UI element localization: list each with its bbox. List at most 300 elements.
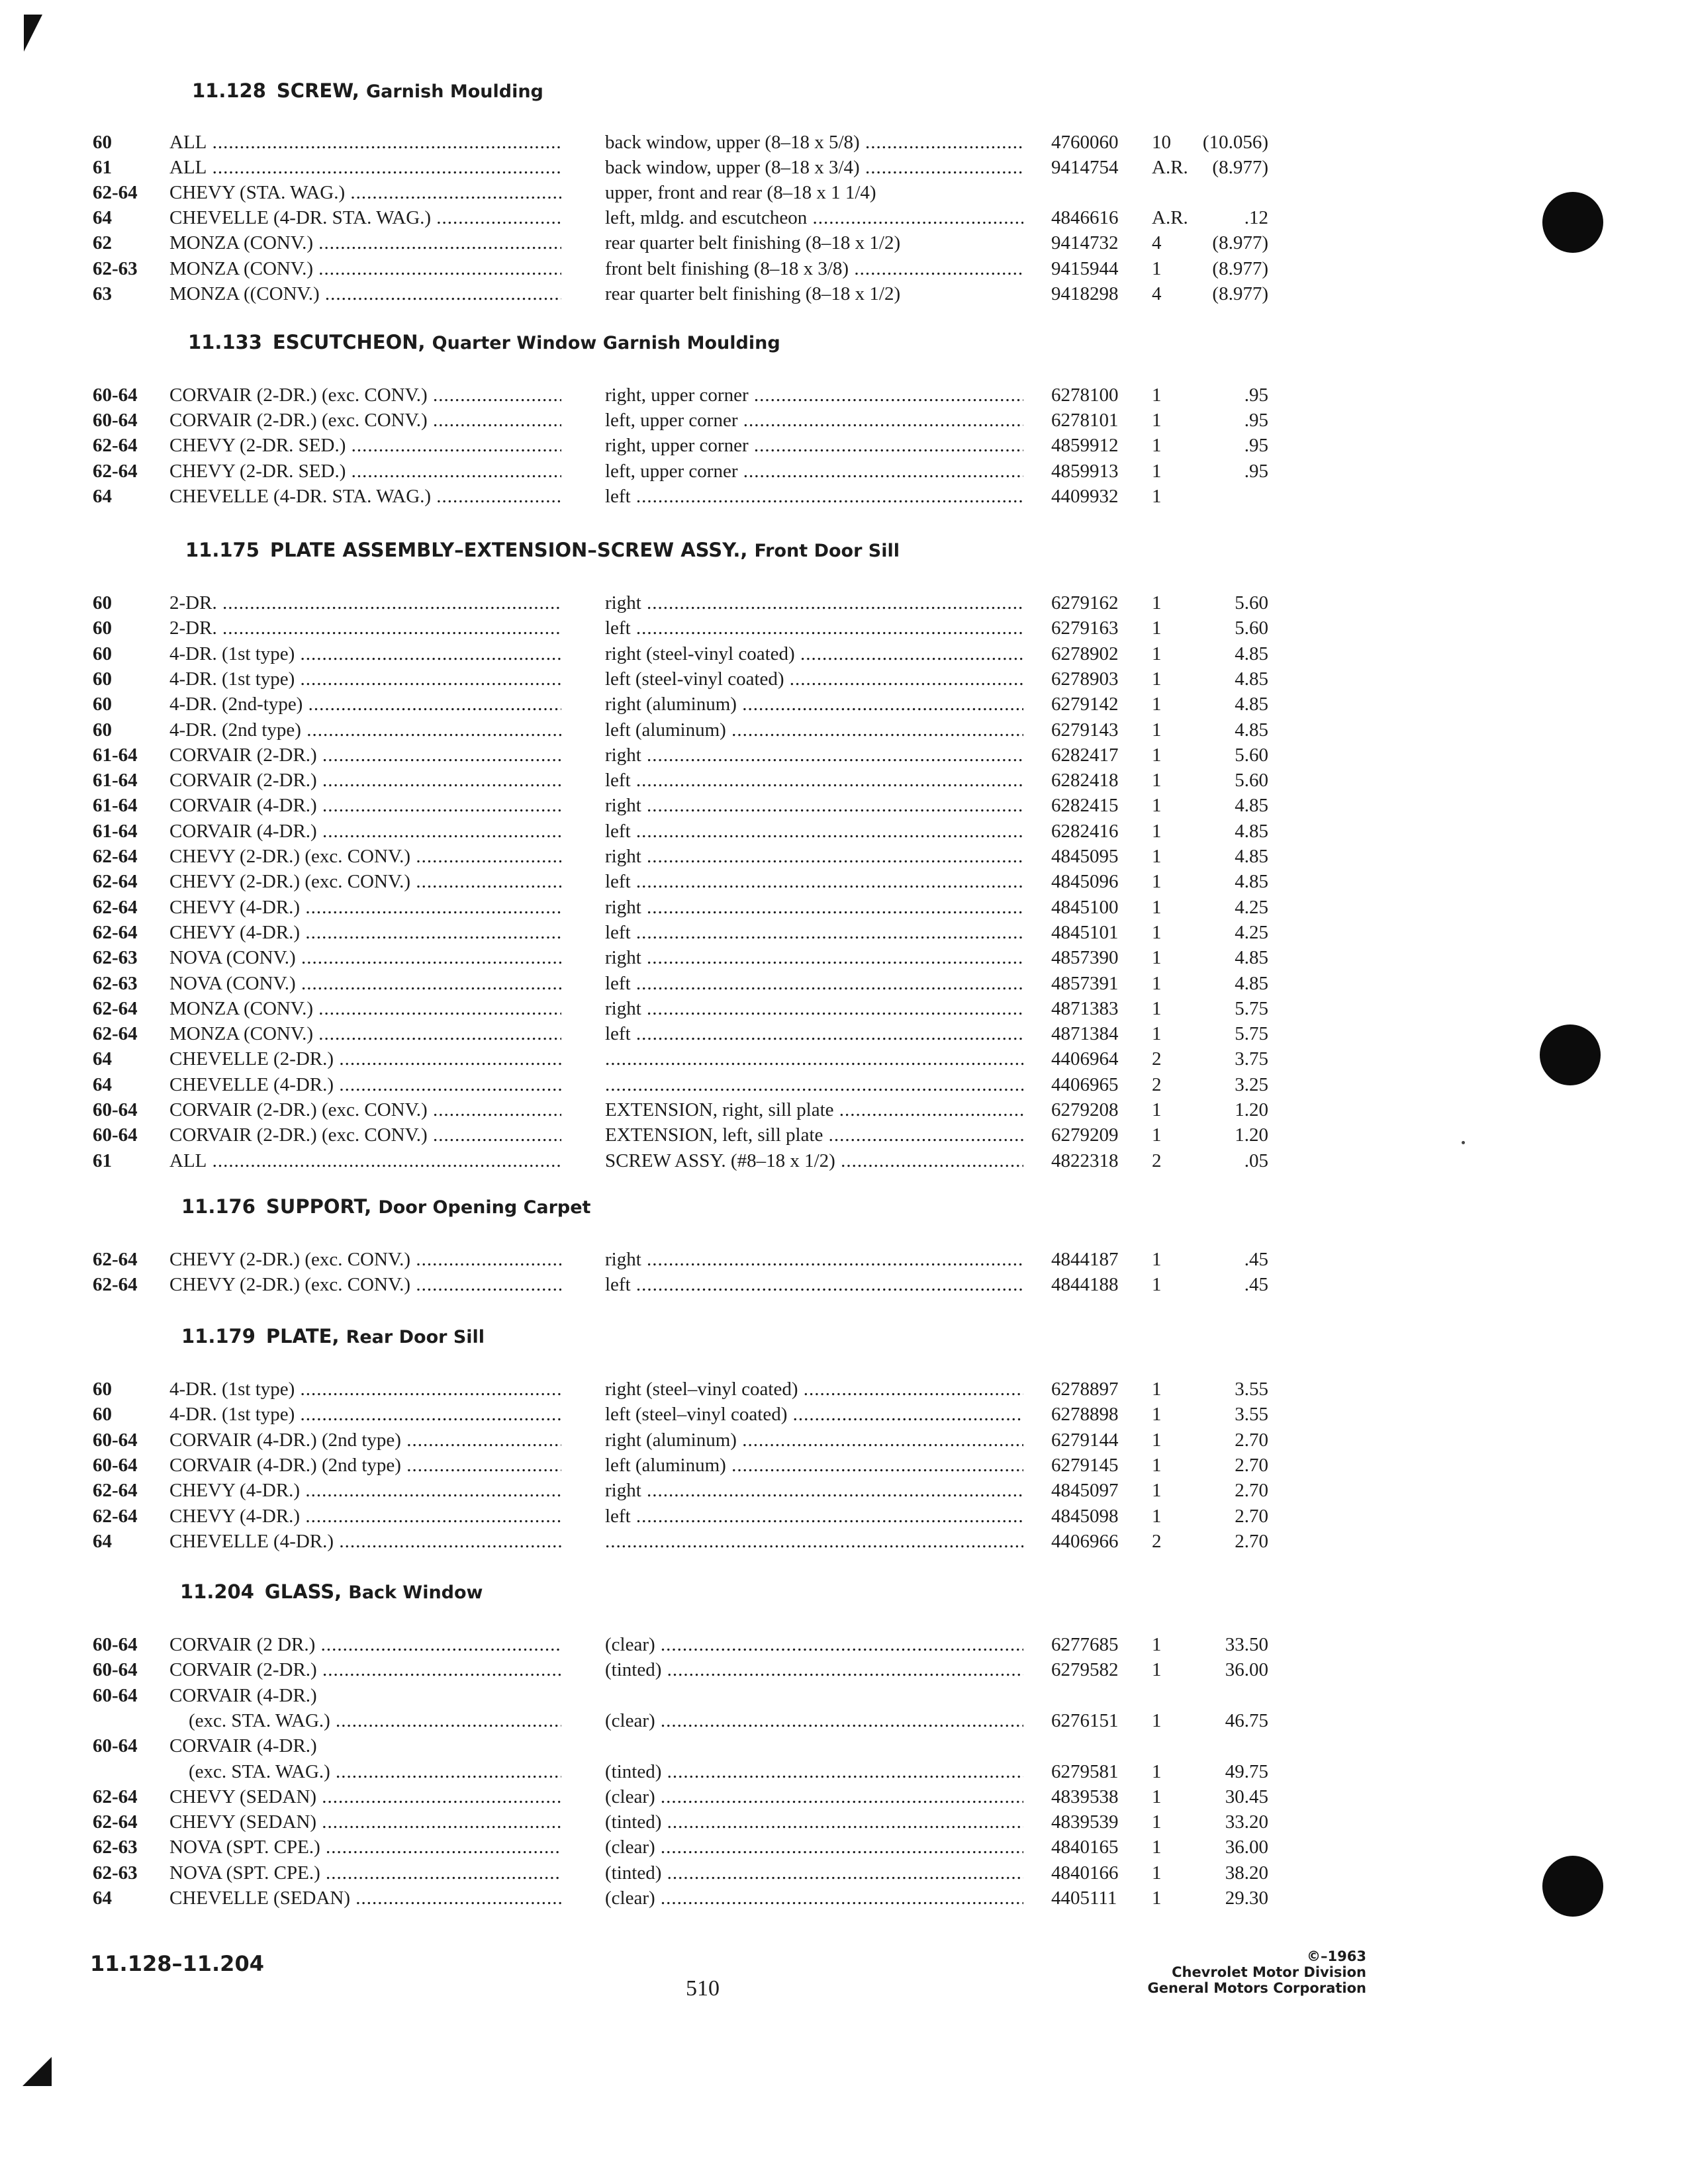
quantity-cell: 1 [1152,1888,1162,1909]
year-cell: 60-64 [93,385,138,406]
price-cell: 4.85 [1235,643,1268,664]
quantity-cell: 1 [1152,617,1162,639]
quantity-cell: 1 [1152,846,1162,867]
part-number-cell: 4844188 [1051,1274,1119,1295]
model-cell: CHEVY (2-DR.) (exc. CONV.) ..... [169,1272,561,1297]
table-row [0,641,1688,666]
price-cell: 5.60 [1235,617,1268,639]
description-cell: left ..... [605,768,1023,793]
part-number-cell: 4857390 [1051,947,1119,968]
part-number-cell: 4846616 [1051,207,1119,228]
section-title: PLATE ASSEMBLY–EXTENSION–SCREW ASSY., [269,539,748,561]
price-cell: 4.85 [1235,795,1268,816]
quantity-cell: 1 [1152,1837,1162,1858]
model-cell: CHEVY (SEDAN) ..... [169,1784,561,1809]
table-row [0,1784,1688,1809]
table-row [0,920,1688,945]
model-cell: NOVA (CONV.) ..... [169,971,561,996]
table-row [0,408,1688,433]
model-cell: ALL ..... [169,155,561,180]
year-cell: 62-64 [93,1274,138,1295]
quantity-cell: 1 [1152,871,1162,892]
description-cell: (clear) ..... [605,1784,1023,1809]
table-row [0,1860,1688,1886]
description-cell: right ..... [605,1247,1023,1272]
part-number-cell: 6279209 [1051,1124,1119,1146]
quantity-cell: 1 [1152,1480,1162,1501]
table-row [0,180,1688,205]
description-cell: (tinted) ..... [605,1809,1023,1835]
quantity-cell: 1 [1152,922,1162,943]
quantity-cell: 10 [1152,132,1171,153]
table-row [0,895,1688,920]
model-cell: MONZA (CONV.) ..... [169,996,561,1021]
price-cell: 38.20 [1225,1862,1268,1884]
price-cell: 5.60 [1235,770,1268,791]
price-cell: .45 [1244,1274,1268,1295]
price-cell: (10.056) [1202,132,1268,153]
section-number: 11.128 [192,79,266,102]
price-cell: 3.55 [1235,1404,1268,1425]
quantity-cell: 1 [1152,947,1162,968]
model-cell: CHEVY (STA. WAG.) ..... [169,180,561,205]
price-cell: (8.977) [1212,157,1268,178]
quantity-cell: 1 [1152,998,1162,1019]
part-number-cell: 4844187 [1051,1249,1119,1270]
description-cell: left ..... [605,615,1023,641]
price-cell: (8.977) [1212,258,1268,279]
description-cell: (clear) ..... [605,1632,1023,1657]
description-cell [605,1529,1023,1554]
section-number: 11.204 [180,1580,254,1603]
table-row [0,996,1688,1021]
price-cell: 2.70 [1235,1455,1268,1476]
model-cell: CORVAIR (2-DR.) (exc. CONV.) ..... [169,383,561,408]
year-cell: 62-64 [93,435,138,456]
year-cell: 62-64 [93,897,138,918]
part-number-cell: 6282417 [1051,745,1119,766]
quantity-cell: 2 [1152,1531,1162,1552]
year-cell: 61-64 [93,770,138,791]
part-number-cell: 6282415 [1051,795,1119,816]
model-cell: CHEVY (4-DR.) ..... [169,895,561,920]
section-title: SCREW, [276,79,359,102]
year-cell: 62-64 [93,922,138,943]
price-cell: 36.00 [1225,1837,1268,1858]
description-cell [605,1046,1023,1071]
price-cell: 3.55 [1235,1379,1268,1400]
description-cell: left, upper corner ..... [605,459,1023,484]
quantity-cell: 1 [1152,1023,1162,1044]
part-number-cell: 6282416 [1051,821,1119,842]
model-cell: ALL ..... [169,1148,561,1173]
quantity-cell: 1 [1152,1761,1162,1782]
table-row [0,205,1688,230]
model-cell: CORVAIR (4-DR.) [169,1685,317,1706]
quantity-cell: 1 [1152,770,1162,791]
description-cell: right, upper corner ..... [605,383,1023,408]
publisher-block [1086,1948,1366,1996]
part-number-cell: 4760060 [1051,132,1119,153]
year-cell: 64 [93,1531,112,1552]
price-cell: 36.00 [1225,1659,1268,1680]
table-row [0,1072,1688,1097]
year-cell: 64 [93,486,112,507]
part-number-cell: 6278902 [1051,643,1119,664]
year-cell: 62-64 [93,1480,138,1501]
price-cell: .95 [1244,410,1268,431]
quantity-cell: A.R. [1152,157,1188,178]
year-cell: 60-64 [93,1735,138,1756]
year-cell: 60-64 [93,1634,138,1655]
description-cell: right ..... [605,1478,1023,1503]
year-cell: 64 [93,207,112,228]
part-number-cell: 4871383 [1051,998,1119,1019]
part-number-cell: 4859913 [1051,461,1119,482]
table-row [0,666,1688,692]
table-row [0,1402,1688,1427]
model-cell: (exc. STA. WAG.) ..... [169,1759,561,1784]
section-subtitle: Door Opening Carpet [378,1197,591,1218]
part-number-cell: 6278897 [1051,1379,1119,1400]
year-cell: 60 [93,694,112,715]
year-cell: 61-64 [93,745,138,766]
year-cell: 62 [93,232,112,253]
part-number-cell: 6276151 [1051,1710,1119,1731]
model-cell: CHEVY (2-DR.) (exc. CONV.) ..... [169,844,561,869]
description-cell [605,1072,1023,1097]
model-cell: CHEVELLE (4-DR. STA. WAG.) ..... [169,205,561,230]
part-number-cell: 6278100 [1051,385,1119,406]
price-cell: 4.85 [1235,871,1268,892]
price-cell: 49.75 [1225,1761,1268,1782]
table-row [0,433,1688,458]
description-cell: back window, upper (8–18 x 5/8) ..... [605,130,1023,155]
quantity-cell: 2 [1152,1074,1162,1095]
quantity-cell: 1 [1152,1455,1162,1476]
registration-mark-bottom [23,2057,52,2086]
model-cell: 2-DR. ..... [169,590,561,615]
model-cell: CORVAIR (4-DR.) ..... [169,793,561,818]
description-cell: right ..... [605,743,1023,768]
model-cell: MONZA (CONV.) ..... [169,230,561,255]
section-title: SUPPORT, [265,1195,372,1218]
part-number-cell: 6279582 [1051,1659,1119,1680]
year-cell: 60 [93,643,112,664]
year-cell: 60-64 [93,410,138,431]
year-cell: 62-64 [93,182,138,203]
model-cell: MONZA (CONV.) ..... [169,1021,561,1046]
table-row [0,1428,1688,1453]
table-row [0,844,1688,869]
table-row [0,692,1688,717]
part-number-cell: 6279581 [1051,1761,1119,1782]
year-cell: 60-64 [93,1455,138,1476]
model-cell: CORVAIR (4-DR.) (2nd type) ..... [169,1428,561,1453]
quantity-cell: 1 [1152,258,1162,279]
year-cell: 60 [93,1379,112,1400]
part-number-cell: 4406965 [1051,1074,1119,1095]
year-cell: 60 [93,132,112,153]
table-row [0,230,1688,255]
part-number-cell: 6279208 [1051,1099,1119,1120]
description-cell: left ..... [605,1504,1023,1529]
quantity-cell: 1 [1152,461,1162,482]
part-number-cell: 4840166 [1051,1862,1119,1884]
section-subtitle: Rear Door Sill [346,1327,485,1347]
section-heading [192,79,543,102]
section-title: PLATE, [265,1325,340,1347]
description-cell: right ..... [605,945,1023,970]
model-cell: NOVA (CONV.) ..... [169,945,561,970]
model-cell: 4-DR. (1st type) ..... [169,1402,561,1427]
section-number: 11.133 [188,331,262,353]
part-number-cell: 6279163 [1051,617,1119,639]
part-number-cell: 4822318 [1051,1150,1119,1171]
table-row [0,590,1688,615]
table-row [0,1046,1688,1071]
description-cell: left ..... [605,1272,1023,1297]
part-number-cell: 4839538 [1051,1786,1119,1807]
price-cell: 5.75 [1235,998,1268,1019]
description-cell: right (aluminum) ..... [605,692,1023,717]
price-cell: (8.977) [1212,283,1268,304]
year-cell: 60 [93,719,112,741]
price-cell: .05 [1244,1150,1268,1171]
model-cell: CHEVY (2-DR. SED.) ..... [169,433,561,458]
part-number-cell: 6279143 [1051,719,1119,741]
model-cell: 2-DR. ..... [169,615,561,641]
model-cell: 4-DR. (1st type) ..... [169,666,561,692]
description-cell: left, upper corner ..... [605,408,1023,433]
price-cell: 2.70 [1235,1480,1268,1501]
quantity-cell: 1 [1152,1506,1162,1527]
model-cell: (exc. STA. WAG.) ..... [169,1708,561,1733]
description-cell: rear quarter belt finishing (8–18 x 1/2) [605,232,901,253]
model-cell: NOVA (SPT. CPE.) ..... [169,1835,561,1860]
model-cell: CORVAIR (2-DR.) ..... [169,1657,561,1682]
part-number-cell: 9414754 [1051,157,1119,178]
division-line: Chevrolet Motor Division [1172,1964,1366,1980]
part-number-cell: 4409932 [1051,486,1119,507]
model-cell: CORVAIR (4-DR.) (2nd type) ..... [169,1453,561,1478]
section-subtitle: Back Window [348,1582,483,1603]
table-row [0,155,1688,180]
quantity-cell: 1 [1152,1659,1162,1680]
year-cell: 62-63 [93,947,138,968]
part-number-cell: 6277685 [1051,1634,1119,1655]
table-row [0,1097,1688,1122]
quantity-cell: 1 [1152,795,1162,816]
description-cell: left ..... [605,1021,1023,1046]
corporation-line: General Motors Corporation [1147,1980,1366,1996]
part-number-cell: 9415944 [1051,258,1119,279]
quantity-cell: 1 [1152,821,1162,842]
year-cell: 64 [93,1074,112,1095]
description-cell: left (steel-vinyl coated) ..... [605,666,1023,692]
table-row [0,1708,1688,1733]
table-row [0,615,1688,641]
table-row [0,484,1688,509]
quantity-cell: 1 [1152,1249,1162,1270]
quantity-cell: 1 [1152,643,1162,664]
price-cell: .95 [1244,435,1268,456]
model-cell: CORVAIR (2-DR.) (exc. CONV.) ..... [169,1097,561,1122]
quantity-cell: 1 [1152,1404,1162,1425]
model-cell: 4-DR. (2nd-type) ..... [169,692,561,717]
price-cell: 1.20 [1235,1099,1268,1120]
year-cell: 63 [93,283,112,304]
table-row [0,1733,1688,1758]
year-cell: 62-64 [93,1506,138,1527]
year-cell: 62-63 [93,1837,138,1858]
quantity-cell: 1 [1152,592,1162,614]
part-number-cell: 6278898 [1051,1404,1119,1425]
year-cell: 62-64 [93,1786,138,1807]
year-cell: 62-64 [93,846,138,867]
model-cell: CHEVY (4-DR.) ..... [169,920,561,945]
description-cell: left ..... [605,819,1023,844]
section-number: 11.179 [181,1325,256,1347]
part-number-cell: 6279162 [1051,592,1119,614]
model-cell: CHEVELLE (4-DR.) ..... [169,1072,561,1097]
year-cell: 64 [93,1048,112,1069]
table-row [0,1835,1688,1860]
table-row [0,1657,1688,1682]
model-cell: CORVAIR (2-DR.) ..... [169,743,561,768]
year-cell: 60-64 [93,1685,138,1706]
description-cell: right (aluminum) ..... [605,1428,1023,1453]
section-title: GLASS, [264,1580,342,1603]
part-number-cell: 4840165 [1051,1837,1119,1858]
part-number-cell: 6279144 [1051,1430,1119,1451]
description-cell: right (steel-vinyl coated) ..... [605,641,1023,666]
model-cell: CHEVY (4-DR.) ..... [169,1504,561,1529]
model-cell: CORVAIR (2 DR.) ..... [169,1632,561,1657]
model-cell: CHEVELLE (2-DR.) ..... [169,1046,561,1071]
quantity-cell: 1 [1152,486,1162,507]
table-row [0,1886,1688,1911]
quantity-cell: 1 [1152,897,1162,918]
quantity-cell: A.R. [1152,207,1188,228]
model-cell: 4-DR. (1st type) ..... [169,641,561,666]
description-cell: left (steel–vinyl coated) ..... [605,1402,1023,1427]
price-cell: 4.85 [1235,668,1268,690]
quantity-cell: 1 [1152,1811,1162,1833]
year-cell: 62-64 [93,1023,138,1044]
description-cell: right, upper corner ..... [605,433,1023,458]
quantity-cell: 1 [1152,973,1162,994]
table-row [0,945,1688,970]
price-cell: 30.45 [1225,1786,1268,1807]
table-row [0,1529,1688,1554]
year-cell: 60 [93,592,112,614]
quantity-cell: 1 [1152,435,1162,456]
description-cell: right ..... [605,590,1023,615]
quantity-cell: 1 [1152,410,1162,431]
table-row [0,819,1688,844]
part-number-cell: 9414732 [1051,232,1119,253]
description-cell: SCREW ASSY. (#8–18 x 1/2) ..... [605,1148,1023,1173]
description-cell: (tinted) ..... [605,1759,1023,1784]
table-row [0,743,1688,768]
part-number-cell: 4857391 [1051,973,1119,994]
page-number: 510 [686,1976,720,2001]
model-cell: CHEVELLE (4-DR. STA. WAG.) ..... [169,484,561,509]
part-number-cell: 4845097 [1051,1480,1119,1501]
part-number-cell: 4845096 [1051,871,1119,892]
year-cell: 61-64 [93,821,138,842]
model-cell: CORVAIR (4-DR.) ..... [169,819,561,844]
section-title: ESCUTCHEON, [272,331,426,353]
model-cell: NOVA (SPT. CPE.) ..... [169,1860,561,1886]
quantity-cell: 1 [1152,1274,1162,1295]
model-cell: MONZA (CONV.) ..... [169,256,561,281]
table-row [0,717,1688,743]
model-cell: 4-DR. (1st type) ..... [169,1377,561,1402]
year-cell: 60-64 [93,1099,138,1120]
description-cell: left (aluminum) ..... [605,1453,1023,1478]
description-cell: (tinted) ..... [605,1657,1023,1682]
quantity-cell: 1 [1152,1124,1162,1146]
model-cell: CHEVY (4-DR.) ..... [169,1478,561,1503]
price-cell: 5.75 [1235,1023,1268,1044]
part-number-cell: 4839539 [1051,1811,1119,1833]
quantity-cell: 4 [1152,232,1162,253]
part-number-cell: 6278903 [1051,668,1119,690]
description-cell: EXTENSION, right, sill plate ..... [605,1097,1023,1122]
copyright-line: ©–1963 [1307,1948,1366,1964]
price-cell: (8.977) [1212,232,1268,253]
model-cell: MONZA ((CONV.) ..... [169,281,561,306]
description-cell: left (aluminum) ..... [605,717,1023,743]
year-cell: 62-64 [93,1811,138,1833]
model-cell: CHEVELLE (4-DR.) ..... [169,1529,561,1554]
year-cell: 61 [93,157,112,178]
quantity-cell: 1 [1152,1099,1162,1120]
part-number-cell: 6279145 [1051,1455,1119,1476]
quantity-cell: 1 [1152,719,1162,741]
part-number-cell: 4845100 [1051,897,1119,918]
description-cell: rear quarter belt finishing (8–18 x 1/2) [605,283,901,304]
description-cell: right ..... [605,793,1023,818]
year-cell: 62-64 [93,461,138,482]
quantity-cell: 1 [1152,1710,1162,1731]
price-cell: 4.25 [1235,897,1268,918]
part-number-cell: 4859912 [1051,435,1119,456]
model-cell: ALL ..... [169,130,561,155]
model-cell: CORVAIR (2-DR.) (exc. CONV.) ..... [169,1122,561,1148]
description-cell: right (steel–vinyl coated) ..... [605,1377,1023,1402]
quantity-cell: 1 [1152,1786,1162,1807]
price-cell: 3.75 [1235,1048,1268,1069]
table-row [0,869,1688,894]
table-row [0,1453,1688,1478]
year-cell: 62-64 [93,871,138,892]
table-row [0,1632,1688,1657]
section-range: 11.128–11.204 [90,1951,264,1976]
quantity-cell: 1 [1152,1634,1162,1655]
description-cell: left ..... [605,920,1023,945]
quantity-cell: 1 [1152,694,1162,715]
table-row [0,1759,1688,1784]
part-number-cell: 4845101 [1051,922,1119,943]
price-cell: 33.20 [1225,1811,1268,1833]
year-cell: 64 [93,1888,112,1909]
year-cell: 62-63 [93,1862,138,1884]
price-cell: 4.85 [1235,973,1268,994]
table-row [0,793,1688,818]
